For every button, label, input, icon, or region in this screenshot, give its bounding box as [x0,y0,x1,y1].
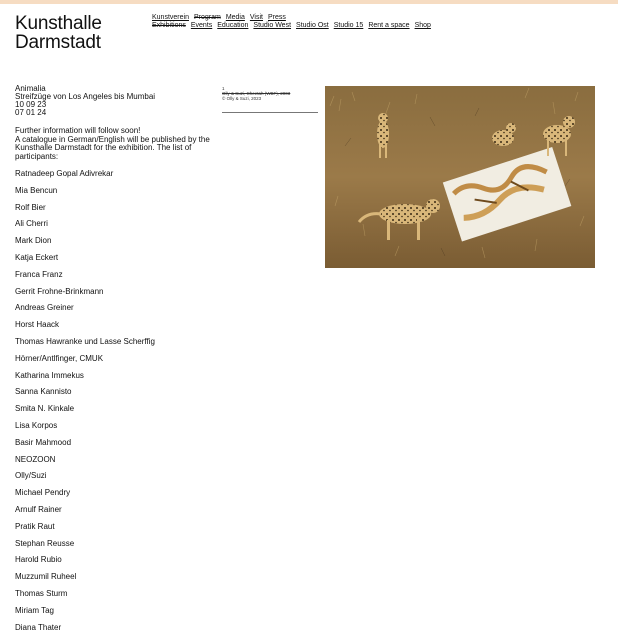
main-navigation [152,14,431,30]
top-accent-strip [0,0,618,4]
participant-item: Olly/Suzi [15,471,47,481]
exhibition-date-start: 10 09 23 [15,100,47,109]
caption-index: 1 [222,86,225,91]
exhibition-intro [15,127,230,161]
participant-item: Muzzumil Ruheel [15,572,77,582]
participant-item: Thomas Hawranke und Lasse Scherffig [15,336,155,346]
participant-item: Mia Bencun [15,185,58,195]
exhibition-meta [15,85,225,117]
nav-link-visit[interactable]: Visit [249,14,263,21]
caption-divider [222,112,318,113]
participant-item: Stephan Reusse [15,538,75,548]
nav-link-studio-ost[interactable]: Studio Ost [296,22,329,29]
exhibition-date-end: 07 01 24 [15,108,47,117]
participant-item: Pratik Raut [15,521,55,531]
participant-item: Mark Dion [15,236,52,246]
participant-item: Hörner/Antlfinger, CMUK [15,353,104,363]
participant-item: Arnulf Rainer [15,504,62,514]
participant-item: Sanna Kannisto [15,387,72,397]
nav-link-press[interactable]: Press [268,14,286,21]
nav-link-events[interactable]: Events [190,22,213,29]
participant-item: Horst Haack [15,320,60,330]
participant-item: Thomas Sturm [15,588,68,598]
participant-item: Gerrit Frohne-Brinkmann [15,286,104,296]
nav-link-rent-a-space[interactable]: Rent a space [368,22,410,29]
caption-title[interactable]: Olly & Suzi, Cheetah (WBF), 2003 [222,91,291,96]
participant-item: Franca Franz [15,269,63,279]
exhibition-title: Animalia [15,84,46,93]
participant-item: Diana Thater [15,622,62,632]
site-logo[interactable] [15,14,102,52]
logo-line-1: Kunsthalle [15,13,102,34]
intro-notice: Further information will follow soon! [15,126,141,135]
participant-item: Andreas Greiner [15,303,74,313]
intro-catalogue-text: A catalogue in German/English will be published by the Kunsthalle Darmstadt for the exhibition. The list of participants: [15,134,210,161]
nav-link-studio-15[interactable]: Studio 15 [333,22,364,29]
nav-link-media[interactable]: Media [225,14,245,21]
nav-row-primary [152,14,431,22]
nav-link-exhibitions[interactable]: Exhibitions [152,22,186,29]
participant-item: Ratnadeep Gopal Adivrekar [15,169,114,178]
nav-link-education[interactable]: Education [217,22,249,29]
participant-item: Ali Cherri [15,219,48,229]
caption-credit: © Olly & Suzi, 2023 [222,96,262,101]
participants-list [15,169,215,639]
participant-item: Harold Rubio [15,555,62,565]
nav-row-secondary [152,22,431,30]
participant-item: NEOZOON [15,454,56,464]
exhibition-photo [325,86,595,268]
image-caption [222,86,318,113]
nav-link-studio-west[interactable]: Studio West [253,22,292,29]
nav-link-kunstverein[interactable]: Kunstverein [152,14,189,21]
participant-item: Michael Pendry [15,488,71,498]
participant-item: Basir Mahmood [15,437,72,447]
nav-link-program[interactable]: Program [193,14,221,21]
photo-illustration [325,86,595,268]
participant-item: Smita N. Kinkale [15,404,75,414]
participant-item: Rolf Bier [15,202,46,212]
participant-item: Katharina Immekus [15,370,84,380]
participant-item: Lisa Korpos [15,420,58,430]
exhibition-subtitle: Streifzüge von Los Angeles bis Mumbai [15,92,156,101]
participant-item: Miriam Tag [15,605,54,615]
logo-line-2: Darmstadt [15,32,101,53]
nav-link-shop[interactable]: Shop [414,22,431,29]
participant-item: Katja Eckert [15,252,59,262]
